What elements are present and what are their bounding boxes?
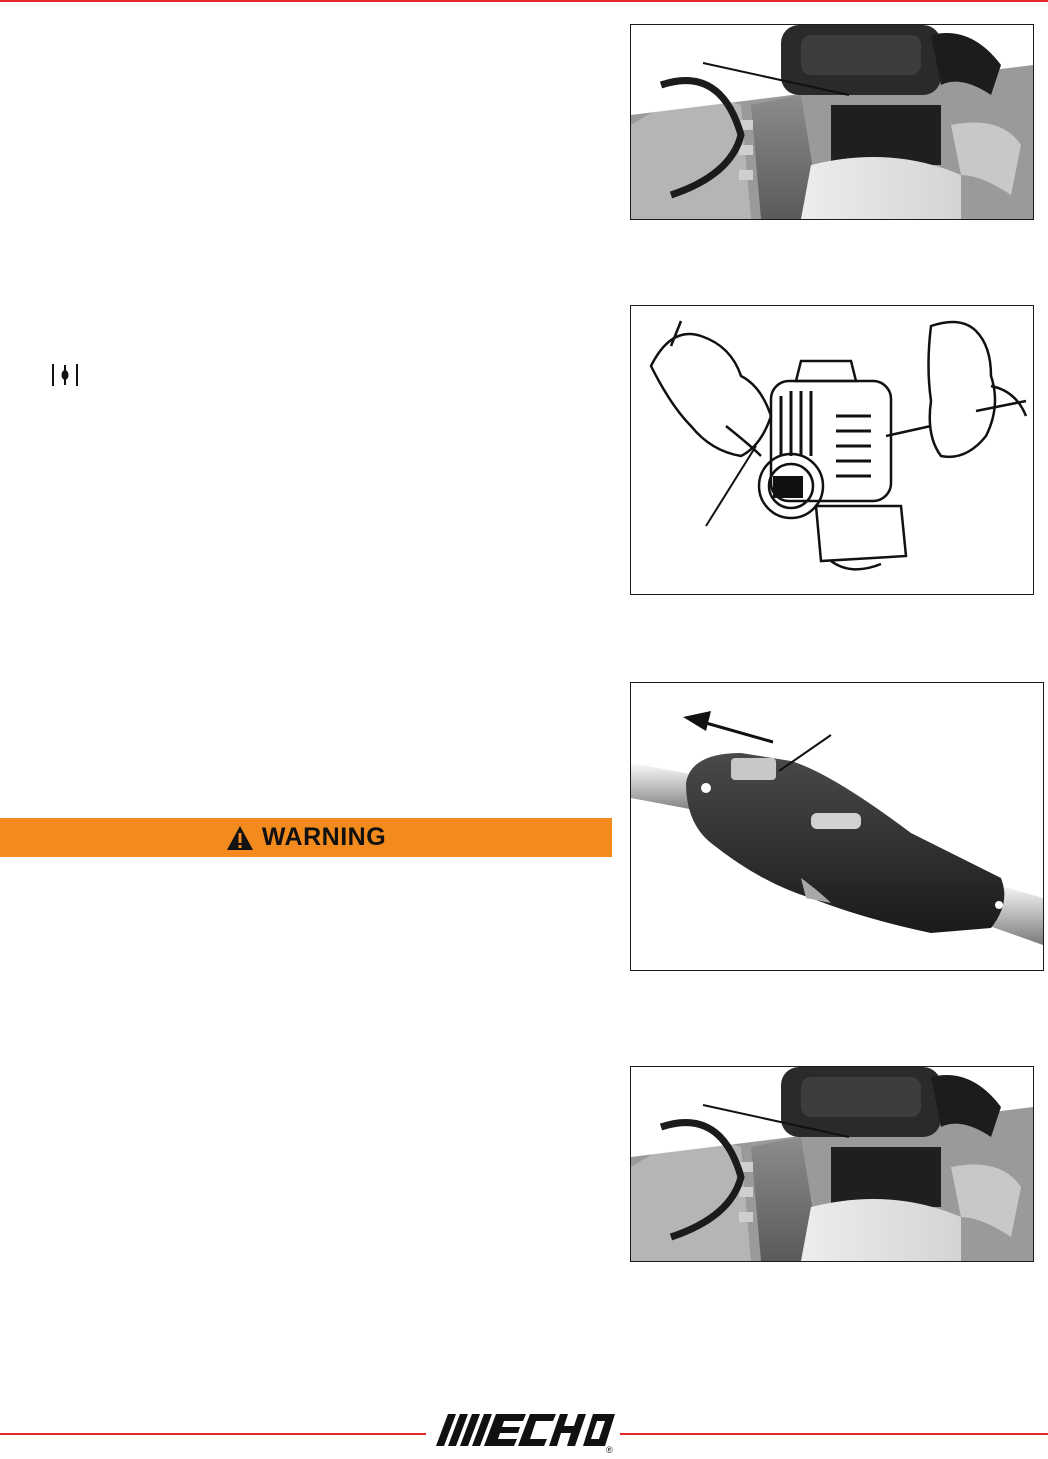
throttle-handle-photo	[631, 683, 1043, 970]
figure-throttle-handle	[630, 682, 1044, 971]
choke-icon	[50, 362, 80, 388]
registered-mark: ®	[606, 1445, 613, 1454]
figure-engine-closeup-bottom	[630, 1066, 1034, 1262]
warning-triangle-icon	[226, 825, 254, 851]
engine-photo-1	[631, 25, 1033, 219]
warning-label: WARNING	[261, 823, 387, 851]
engine-drawing	[631, 306, 1033, 594]
echo-logo	[430, 1410, 620, 1454]
footer-rule-left	[0, 1433, 426, 1435]
figure-engine-closeup-top	[630, 24, 1034, 220]
warning-banner	[0, 818, 612, 857]
header-rule	[0, 0, 1048, 2]
footer-rule-right	[620, 1433, 1048, 1435]
figure-starting-engine-drawing	[630, 305, 1034, 595]
engine-photo-2	[631, 1067, 1033, 1261]
